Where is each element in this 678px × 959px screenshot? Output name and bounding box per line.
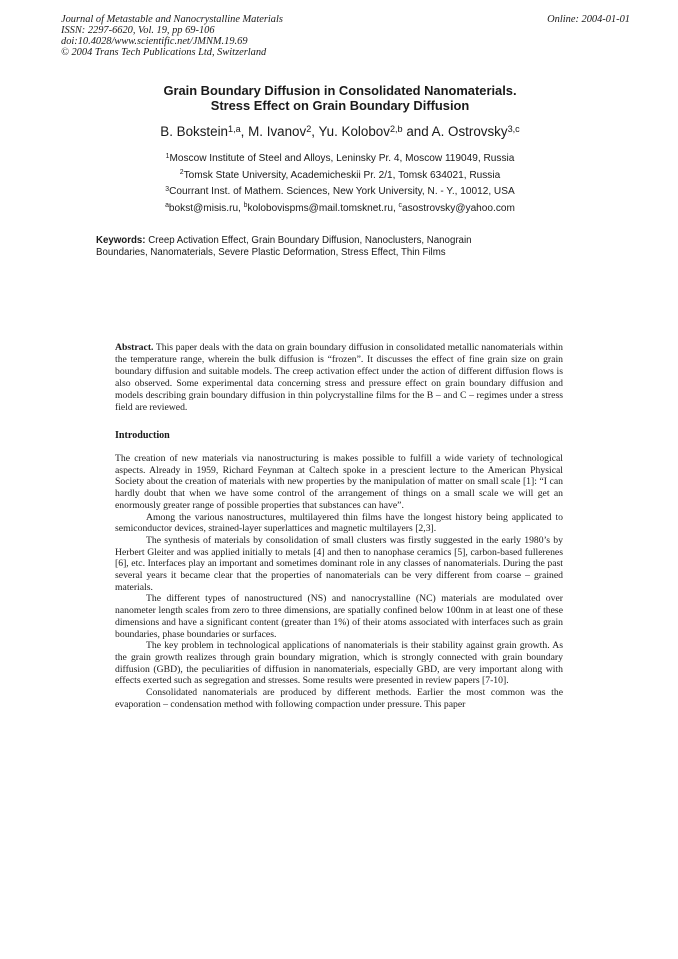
email-line <box>90 201 590 218</box>
keywords-text: Creep Activation Effect, Grain Boundary Diffusion, Nanoclusters, Nanograin Boundaries, Nanomaterials, Severe Plastic Deformation, Stress Effect, Thin Films <box>96 235 472 258</box>
body-paragraph: The key problem in technological applications of nanomaterials is their stability against grain growth. As the grain growth realizes through grain boundary migration, which is strongly connected with grain boundary diffusion (GBD), the peculiarities of diffusion in nanomaterials, especially GBD, are very important along with effects exerted such as segregation and stresses. Some results were presented in review papers [7-10]. <box>115 640 563 687</box>
paper-title <box>90 83 590 113</box>
body-paragraph: Among the various nanostructures, multilayered thin films have the longest history being applicated to semiconductor devices, strained-layer superlattices and magnetic multilayers [2,3]. <box>115 511 563 535</box>
body-paragraph: The creation of new materials via nanostructuring is makes possible to fulfill a wide variety of technological aspects. Already in 1959, Richard Feynman at Caltech spoke in a prescient lecture to the American Physical Society about the creation of materials with new properties by the manipulation of matter on small scale [1]: “I can hardly doubt that when we have some control of the arrangement of things on a small scale we will get an enormously greater range of possible properties that substances can have”. <box>115 453 563 511</box>
email-address[interactable]: bokst@misis.ru, <box>168 202 244 214</box>
title-line-2: Stress Effect on Grain Boundary Diffusion <box>210 98 470 113</box>
email-mark: c <box>398 202 402 210</box>
doi-link[interactable]: doi:10.4028/www.scientific.net/JMNM.19.69 <box>61 35 248 47</box>
author-affiliation-mark: 2,b <box>389 123 403 134</box>
author-name: B. Bokstein <box>160 124 228 139</box>
keywords-block <box>96 235 496 259</box>
keywords-label: Keywords: <box>96 235 146 246</box>
author-separator: , <box>311 124 319 139</box>
body-paragraph: Consolidated nanomaterials are produced by different methods. Earlier the most common was the evaporation – condensation method with following compaction under pressure. This paper <box>115 687 563 710</box>
affiliation-line <box>90 168 590 185</box>
body-paragraph: The synthesis of materials by consolidation of small clusters was firstly suggested in the early 1980’s by Herbert Gleiter and was applied initially to metals [4] and then to nanophase ceramics [5], carbon-based fullerenes [6], etc. Interfaces play an important and sometimes dominant role in any classes of nanomaterials. During the past several years it became clear that the properties of nanomaterials can be very different from coarse – grained materials. <box>115 534 563 593</box>
journal-name: Journal of Metastable and Nanocrystalline Materials <box>61 14 283 25</box>
author-name: Yu. Kolobov <box>318 124 390 139</box>
abstract-block <box>115 342 563 413</box>
affiliation-mark: 3 <box>165 185 170 193</box>
author-separator: , <box>240 124 249 139</box>
email-address[interactable]: asostrovsky@yahoo.com <box>401 202 515 214</box>
email-mark: b <box>243 202 248 210</box>
body-paragraph: The different types of nanostructured (NS) and nanocrystalline (NC) materials are modulated over nanometer length scales from zero to three dimensions, are spatially confined below 100nm in at least one of these dimensions and have a significant content (greater than 1%) of their atoms associated with interfaces such as grain boundaries, phase boundaries or surfaces. <box>115 593 563 640</box>
author-separator: and <box>402 124 432 139</box>
journal-header <box>61 15 441 59</box>
affiliation-list <box>90 151 590 217</box>
abstract-label: Abstract. <box>115 342 154 353</box>
issn-line: ISSN: 2297-6620, Vol. 19, pp 69-106 <box>61 24 215 36</box>
author-affiliation-mark: 1,a <box>228 123 241 134</box>
email-address[interactable]: kolobovispms@mail.tomsknet.ru, <box>247 202 399 214</box>
abstract-text: This paper deals with the data on grain boundary diffusion in consolidated metallic nanomaterials within the temperature range, wherein the bulk diffusion is “frozen”. It discusses the effect of fine grain size on grain boundary diffusion and suitable models. The creep activation effect under the action of different diffusion flows is also observed. Some experimental data concerning stress and pressure effect on grain boundary diffusion and models describing grain boundary diffusion in thin polycrystalline films for the B – and C – regimes under a stress field are reviewed. <box>115 342 563 413</box>
affiliation-line <box>90 184 590 201</box>
copyright-line: © 2004 Trans Tech Publications Ltd, Switzerland <box>61 46 267 58</box>
online-date: Online: 2004-01-01 <box>547 14 630 25</box>
affiliation-mark: 1 <box>165 152 170 160</box>
affiliation-text: Courrant Inst. of Mathem. Sciences, New York University, N. - Y., 10012, USA <box>169 186 515 197</box>
affiliation-text: Tomsk State University, Academicheskii Pr. 2/1, Tomsk 634021, Russia <box>183 169 501 181</box>
affiliation-line <box>90 151 590 168</box>
email-mark: a <box>165 202 169 210</box>
author-name: A. Ostrovsky <box>431 124 508 139</box>
title-line-1: Grain Boundary Diffusion in Consolidated Nanomaterials. <box>163 83 517 98</box>
author-list <box>90 124 590 140</box>
section-heading-introduction: Introduction <box>115 430 170 441</box>
introduction-body <box>115 453 563 710</box>
affiliation-text: Moscow Institute of Steel and Alloys, Leninsky Pr. 4, Moscow 119049, Russia <box>169 153 515 164</box>
affiliation-mark: 2 <box>179 169 184 177</box>
author-name: M. Ivanov <box>248 124 307 139</box>
author-affiliation-mark: 3,c <box>507 123 520 134</box>
author-affiliation-mark: 2 <box>306 123 312 134</box>
